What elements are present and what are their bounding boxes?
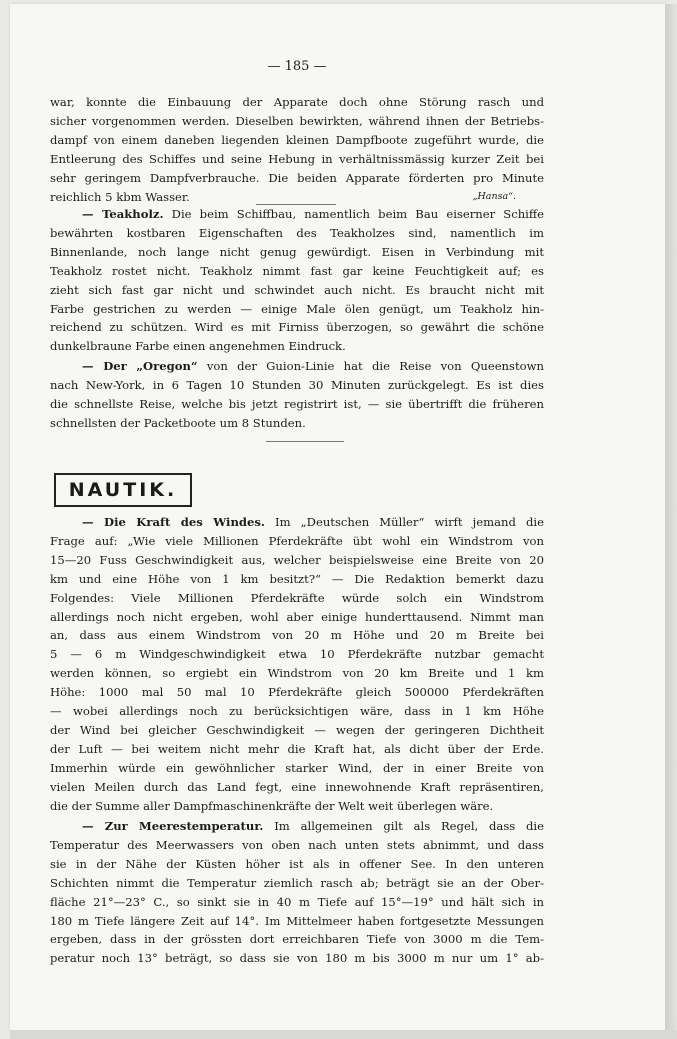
text-line xyxy=(50,513,544,532)
text-line: an, dass aus einem Windstrom von 20 m Höhe und 20 m Breite bei xyxy=(50,628,544,643)
text-line: allerdings noch nicht ergeben, wohl aber einige hunderttausend. Nimmt man xyxy=(50,609,544,624)
source-citation: „Hansa“. xyxy=(472,190,516,202)
text-line-content: Im allgemeinen gilt als Regel, dass die xyxy=(274,819,544,833)
page-edge-right xyxy=(665,4,677,1039)
text-line: war, konnte die Einbauung der Apparate doch ohne Störung rasch und xyxy=(50,95,544,109)
text-line: nach New-York, in 6 Tagen 10 Stunden 30 Minuten zurückgelegt. Es ist dies xyxy=(50,377,544,392)
paragraph-pump-apparatus xyxy=(50,93,544,206)
text-line: die schnellste Reise, welche bis jetzt registrirt ist, — sie übertrifft die früheren xyxy=(50,396,544,411)
section-heading: NAUTIK. xyxy=(68,478,178,501)
paragraph-text xyxy=(50,205,544,356)
paragraph-text xyxy=(50,817,544,968)
text-line: Immerhin würde ein gewöhnlicher starker Wind, der in einer Breite von xyxy=(50,760,544,775)
text-line xyxy=(50,205,544,224)
separator-line xyxy=(266,441,344,442)
text-line: werden können, so ergiebt ein Windstrom von 20 km Breite und 1 km xyxy=(50,666,544,681)
text-line: Teakholz rostet nicht. Teakholz nimmt fast gar keine Feuchtigkeit auf; es xyxy=(50,263,544,278)
text-line: schnellsten der Packetboote um 8 Stunden. xyxy=(50,415,306,430)
paragraph-text xyxy=(50,513,544,816)
paragraph-oregon xyxy=(50,357,544,433)
text-line: sehr geringem Dampfverbrauche. Die beiden Apparate förderten pro Minute xyxy=(50,170,544,185)
section-heading-box xyxy=(54,473,192,507)
paragraph-kraft-des-windes xyxy=(50,513,544,816)
article-heading: — Teakholz. xyxy=(82,207,164,221)
text-line-content: von der Guion-Linie hat die Reise von Queenstown xyxy=(206,359,544,373)
text-line: reichend zu schützen. Wird es mit Firniss überzogen, so gewährt die schöne xyxy=(50,320,544,335)
text-line-content: Im „Deutschen Müller“ wirft jemand die xyxy=(275,515,544,529)
article-heading: — Zur Meerestemperatur. xyxy=(82,819,264,833)
text-line: dampf von einem daneben liegenden kleinen Dampfboote zugeführt wurde, die xyxy=(50,132,544,147)
page-number: — 185 — xyxy=(267,59,327,74)
text-line: Höhe: 1000 mal 50 mal 10 Pferdekräfte gleich 500000 Pferdekräften xyxy=(50,685,544,700)
text-line: — wobei allerdings noch zu berücksichtigen wäre, dass in 1 km Höhe xyxy=(50,704,544,719)
text-line: der Luft — bei weitem nicht mehr die Kraft hat, als dicht über der Erde. xyxy=(50,741,544,756)
text-line xyxy=(50,357,544,376)
text-line: der Wind bei gleicher Geschwindigkeit — wegen der geringeren Dichtheit xyxy=(50,722,544,737)
text-line: 180 m Tiefe längere Zeit auf 14°. Im Mittelmeer haben fortgesetzte Messungen xyxy=(50,913,544,928)
text-line-content: reichlich 5 kbm Wasser. xyxy=(50,189,190,204)
paragraph-text xyxy=(50,357,544,433)
text-line: sie in der Nähe der Küsten höher ist als in offener See. In den unteren xyxy=(50,856,544,871)
text-line: fläche 21°—23° C., so sinkt sie in 40 m Tiefe auf 15°—19° und hält sich in xyxy=(50,894,544,909)
article-heading: — Der „Oregon“ xyxy=(82,359,198,373)
text-line: peratur noch 13° beträgt, so dass sie von 180 m bis 3000 m nur um 1° ab- xyxy=(50,951,544,966)
text-line: zieht sich fast gar nicht und schwindet auch nicht. Es braucht nicht mit xyxy=(50,282,544,297)
text-line: Schichten nimmt die Temperatur ziemlich rasch ab; beträgt sie an der Ober- xyxy=(50,875,544,890)
text-line: ergeben, dass in der grössten dort erreichbaren Tiefe von 3000 m die Tem- xyxy=(50,932,544,947)
text-line: sicher vorgenommen werden. Dieselben bewirkten, während ihnen der Betriebs- xyxy=(50,113,544,128)
text-line: km und eine Höhe von 1 km besitzt?“ — Die Redaktion bemerkt dazu xyxy=(50,571,544,586)
text-line: Binnenlande, noch lange nicht genug gewürdigt. Eisen in Verbindung mit xyxy=(50,244,544,259)
text-line: Farbe gestrichen zu werden — einige Male ölen genügt, um Teakholz hin- xyxy=(50,301,544,316)
text-line-content: Die beim Schiffbau, namentlich beim Bau eiserner Schiffe xyxy=(171,207,544,221)
text-line: bewährten kostbaren Eigenschaften des Teakholzes sind, namentlich im xyxy=(50,225,544,240)
text-line: Folgendes: Viele Millionen Pferdekräfte würde solch ein Windstrom xyxy=(50,590,544,605)
text-line: Frage auf: „Wie viele Millionen Pferdekräfte übt wohl ein Windstrom von xyxy=(50,533,544,548)
paragraph-text xyxy=(50,93,544,206)
text-line: dunkelbraune Farbe einen angenehmen Eindruck. xyxy=(50,339,346,354)
text-line: Temperatur des Meerwassers von oben nach unten stets abnimmt, und dass xyxy=(50,837,544,852)
paragraph-meerestemperatur xyxy=(50,817,544,968)
article-heading: — Die Kraft des Windes. xyxy=(82,515,265,529)
text-line: die der Summe aller Dampfmaschinenkräfte der Welt weit überlegen wäre. xyxy=(50,798,494,813)
text-line: 5 — 6 m Windgeschwindigkeit etwa 10 Pferdekräfte nutzbar gemacht xyxy=(50,647,544,662)
text-line xyxy=(50,817,544,836)
text-line: Entleerung des Schiffes und seine Hebung in verhältnissmässig kurzer Zeit bei xyxy=(50,151,544,166)
text-line: vielen Meilen durch das Land fegt, eine innewohnende Kraft repräsentiren, xyxy=(50,779,544,794)
page-edge-bottom xyxy=(10,1030,677,1039)
text-line: 15—20 Fuss Geschwindigkeit aus, welcher beispielsweise eine Breite von 20 xyxy=(50,552,544,567)
paragraph-teakholz xyxy=(50,205,544,356)
